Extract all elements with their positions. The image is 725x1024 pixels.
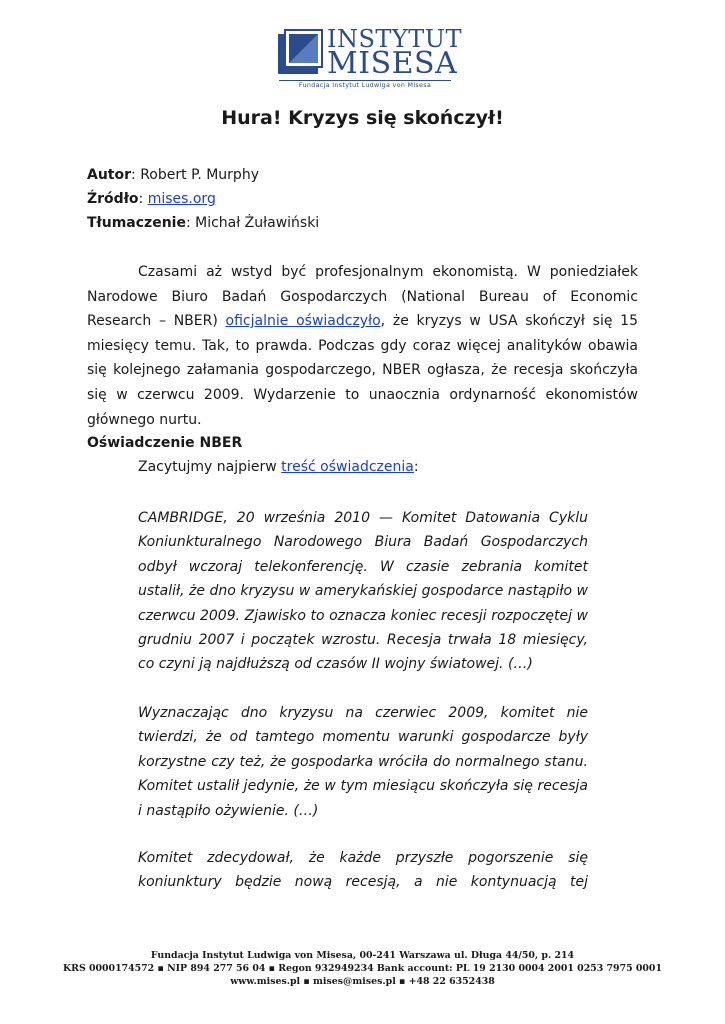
intro-text-part2: , że kryzys w USA skończył się 15 miesięcy temu. Tak, to prawda. Podczas gdy coraz więcej analityków obawia się kolejnego załamania gospodarczego, NBER ogłasza, że recesja skończyła się w czerwcu 2009. Wydarzenie to unaocznia ordynarność ekonomistów głównego nurtu.: [87, 313, 638, 428]
source-colon: :: [138, 191, 148, 207]
footer-registration: KRS 0000174572 ▪ NIP 894 277 56 04 ▪ Regon 932949234 Bank account: PL 19 2130 0004 2001 0253 7975 0001: [63, 963, 662, 974]
source-link[interactable]: mises.org: [147, 191, 216, 207]
quote-paragraph: Wyznaczając dno kryzysu na czerwiec 2009, komitet nie twierdzi, że od tamtego momentu warunki gospodarcze były korzystne czy też, że gospodarka wróciła do normalnego stanu. Komitet ustalił jedynie, że w tym miesiącu skończyła się recesja i nastąpiło ożywienie. (…): [138, 705, 588, 819]
page-footer: [0, 949, 725, 988]
intro-paragraph: [87, 260, 638, 432]
logo-word-misesa: MISESA: [327, 46, 458, 81]
footer-address: Fundacja Instytut Ludwiga von Misesa, 00-241 Warszawa ul. Długa 44/50, p. 214: [150, 950, 575, 961]
author-colon: :: [131, 167, 141, 183]
misesa-square-emblem-icon: [276, 28, 324, 76]
source-row: [87, 187, 647, 211]
statement-content-link[interactable]: treść oświadczenia: [281, 459, 414, 475]
lead-end: :: [413, 459, 419, 475]
source-label: Źródło: [87, 191, 139, 207]
translation-label: Tłumaczenie: [87, 215, 186, 231]
quote-paragraph: CAMBRIDGE, 20 września 2010 — Komitet Datowania Cyklu Koniunkturalnego Narodowego Biura Badań Gospodarczych odbył wczoraj telekonferencję. W czasie zebrania komitet ustalił, że dno kryzysu w amerykańskiej gospodarce nastąpiło w czerwcu 2009. Zjawisko to oznacza koniec recesji rozpoczętej w grudniu 2007 i początek wzrostu. Recesja trwała 18 miesięcy, co czyni ją najdłuższą od czasów II wojny światowej. (…): [138, 510, 588, 673]
section-heading: Oświadczenie NBER: [87, 435, 243, 451]
lead-text: Zacytujmy najpierw: [138, 459, 282, 475]
institute-logo: [276, 25, 463, 94]
official-statement-link[interactable]: oficjalnie oświadczyło: [225, 313, 381, 330]
translation-colon: :: [185, 215, 196, 231]
section-lead: [138, 455, 419, 479]
translation-row: [87, 211, 647, 235]
translation-value: Michał Żuławiński: [195, 215, 320, 231]
article-title: Hura! Kryzys się skończył!: [221, 107, 504, 129]
author-value: Robert P. Murphy: [140, 167, 259, 183]
intro-text-part1: Czasami aż wstyd być profesjonalnym ekonomistą. W poniedziałek Narodowe Biuro Badań Gospodarczych (National Bureau of Economic Research – NBER): [87, 264, 638, 330]
author-label: Autor: [87, 167, 132, 183]
logo-subtitle: Fundacja Instytut Ludwiga von Misesa: [279, 80, 451, 90]
footer-contact: www.mises.pl ▪ mises@mises.pl ▪ +48 22 6352438: [230, 976, 495, 987]
author-row: [87, 163, 647, 187]
logo-word-instytut: INSTYTUT: [327, 25, 463, 53]
quote-paragraph: Komitet zdecydował, że każde przyszłe pogorszenie się koniunktury będzie nową recesją, a nie kontynuacją tej: [138, 850, 588, 891]
article-meta: [87, 163, 647, 235]
